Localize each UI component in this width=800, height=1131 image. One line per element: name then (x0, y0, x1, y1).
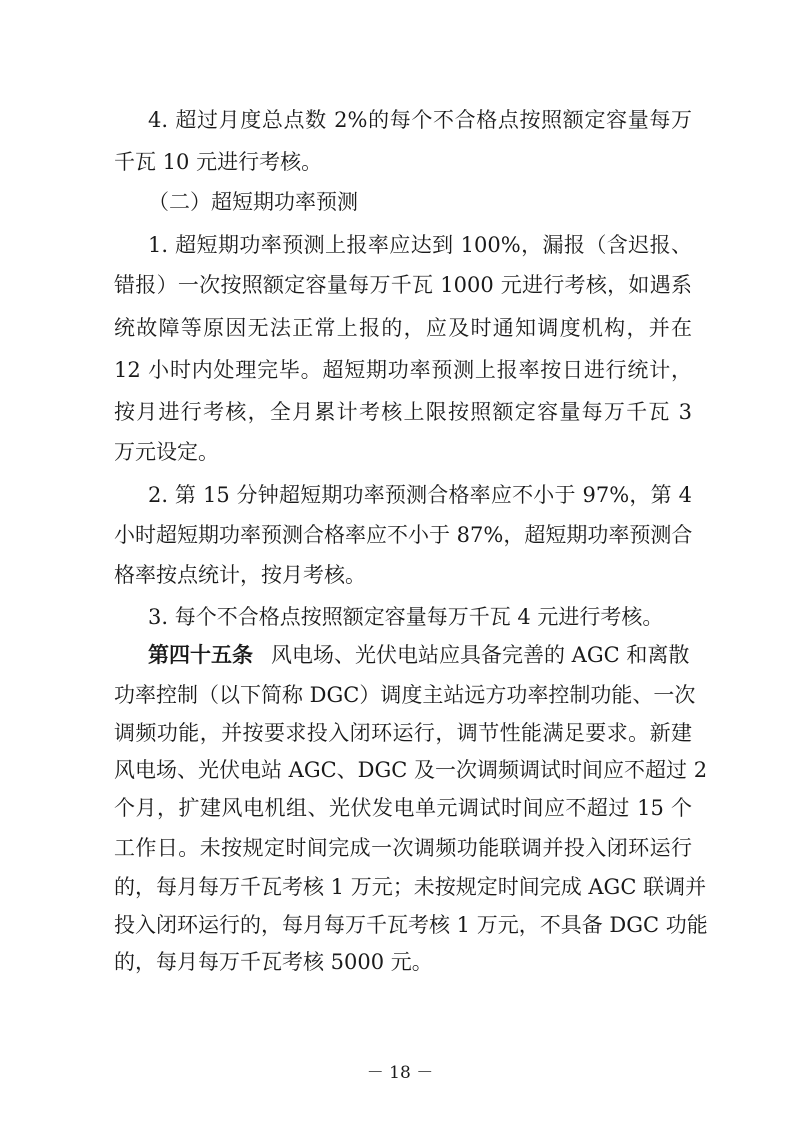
paragraph-line (148, 642, 692, 668)
line-text: 小时超短期功率预测合格率应不小于 87%，超短期功率预测合 (114, 523, 693, 547)
paragraph-line (114, 912, 708, 938)
article-heading: 第四十五条 (148, 642, 253, 667)
line-text: 错报）一次按照额定容量每万千瓦 1000 元进行考核，如遇系 (114, 273, 692, 297)
line-text: 风电场、光伏电站应具备完善的 AGC 和离散 (271, 643, 690, 667)
line-text: 的，每月每万千瓦考核 1 万元；未按规定时间完成 AGC 联调并 (114, 875, 707, 899)
line-text: 统故障等原因无法正常上报的，应及时通知调度机构，并在 (114, 316, 692, 340)
line-text: 12 小时内处理完毕。超短期功率预测上报率按日进行统计， (114, 358, 692, 382)
paragraph-line (114, 272, 692, 298)
paragraph-line (114, 439, 692, 465)
paragraph-line (114, 757, 708, 783)
line-text: 1. 超短期功率预测上报率应达到 100%，漏报（含迟报、 (148, 233, 692, 257)
page-number: － 18 － (366, 1063, 434, 1083)
paragraph-line (114, 720, 692, 746)
line-text: 投入闭环运行的，每月每万千瓦考核 1 万元，不具备 DGC 功能 (114, 913, 708, 937)
paragraph-line (114, 795, 692, 821)
line-text: 调频功能，并按要求投入闭环运行，调节性能满足要求。新建 (114, 721, 692, 745)
paragraph-line (148, 482, 692, 508)
line-text: （二）超短期功率预测 (148, 190, 358, 214)
line-text: 风电场、光伏电站 AGC、DGC 及一次调频调试时间应不超过 2 (114, 758, 708, 782)
line-text: 2. 第 15 分钟超短期功率预测合格率应不小于 97%，第 4 (148, 483, 692, 507)
paragraph-line (114, 315, 692, 341)
paragraph-line (114, 835, 692, 861)
line-text: 万元设定。 (114, 440, 219, 464)
line-text: 个月，扩建风电机组、光伏发电单元调试时间应不超过 15 个 (114, 796, 692, 820)
paragraph-line (114, 149, 692, 175)
line-text: 按月进行考核，全月累计考核上限按照额定容量每万千瓦 3 (114, 400, 692, 424)
paragraph-line (148, 232, 692, 258)
paragraph-line (114, 357, 692, 383)
paragraph-line (148, 189, 692, 215)
paragraph-line (114, 682, 696, 708)
paragraph-line (114, 522, 692, 548)
paragraph-line (114, 399, 692, 425)
line-text: 4. 超过月度总点数 2%的每个不合格点按照额定容量每万 (148, 108, 692, 132)
paragraph-line (114, 949, 692, 975)
line-text: 千瓦 10 元进行考核。 (114, 150, 323, 174)
paragraph-line (148, 604, 692, 630)
line-text: 格率按点统计，按月考核。 (114, 563, 366, 587)
paragraph-line (148, 107, 692, 133)
paragraph-line (114, 562, 692, 588)
line-text: 功率控制（以下简称 DGC）调度主站远方功率控制功能、一次 (114, 683, 696, 707)
line-text: 的，每月每万千瓦考核 5000 元。 (114, 950, 433, 974)
paragraph-line (114, 874, 707, 900)
line-text: 工作日。未按规定时间完成一次调频功能联调并投入闭环运行 (114, 836, 692, 860)
line-text: 3. 每个不合格点按照额定容量每万千瓦 4 元进行考核。 (148, 605, 664, 629)
